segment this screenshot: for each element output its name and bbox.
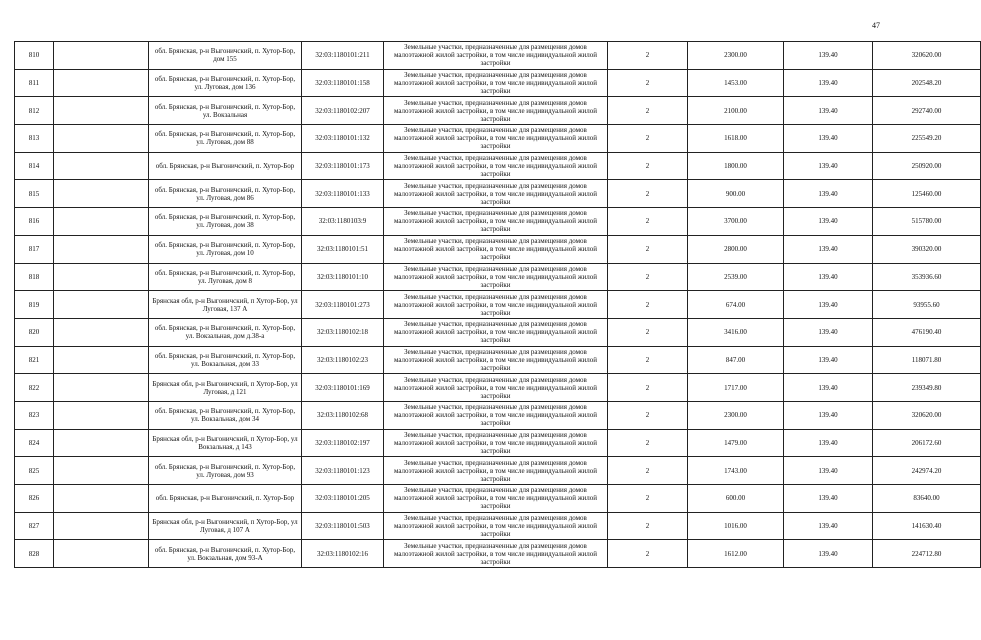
address-cell: обл. Брянская, р-н Выгоничский, п. Хутор-Бор, ул. Вокзальная, дом д.38-а bbox=[149, 318, 302, 346]
table-row bbox=[15, 485, 981, 513]
cadastral-value-cell: 224712.80 bbox=[873, 540, 981, 568]
rate-cell: 139.40 bbox=[784, 180, 873, 208]
rate-cell: 139.40 bbox=[784, 152, 873, 180]
table-row bbox=[15, 291, 981, 319]
land-category-cell: Земельные участки, предназначенные для размещения домов малоэтажной жилой застройки, в том числе индивидуальной жилой застройки bbox=[384, 180, 608, 208]
category-code-cell: 2 bbox=[608, 346, 688, 374]
row-number: 826 bbox=[15, 485, 54, 513]
land-category-cell: Земельные участки, предназначенные для размещения домов малоэтажной жилой застройки, в том числе индивидуальной жилой застройки bbox=[384, 401, 608, 429]
category-code-cell: 2 bbox=[608, 318, 688, 346]
rate-cell: 139.40 bbox=[784, 457, 873, 485]
cadastral-value-cell: 476190.40 bbox=[873, 318, 981, 346]
rate-cell: 139.40 bbox=[784, 69, 873, 97]
address-cell: обл. Брянская, р-н Выгоничский, п. Хутор-Бор, ул. Луговая, дом 10 bbox=[149, 235, 302, 263]
rate-cell: 139.40 bbox=[784, 263, 873, 291]
area-cell: 1479.00 bbox=[688, 429, 784, 457]
rate-cell: 139.40 bbox=[784, 540, 873, 568]
registry-rows bbox=[15, 42, 981, 568]
cadastral-number-cell: 32:03:1180101:211 bbox=[302, 42, 384, 70]
rate-cell: 139.40 bbox=[784, 125, 873, 153]
rate-cell: 139.40 bbox=[784, 429, 873, 457]
rate-cell: 139.40 bbox=[784, 346, 873, 374]
blank-cell bbox=[54, 263, 149, 291]
rate-cell: 139.40 bbox=[784, 291, 873, 319]
cadastral-value-cell: 250920.00 bbox=[873, 152, 981, 180]
table-row bbox=[15, 263, 981, 291]
category-code-cell: 2 bbox=[608, 485, 688, 513]
cadastral-number-cell: 32:03:1180102:68 bbox=[302, 401, 384, 429]
address-cell: Брянская обл, р-н Выгоничский, п Хутор-Бор, ул Луговая, д 121 bbox=[149, 374, 302, 402]
table-row bbox=[15, 401, 981, 429]
category-code-cell: 2 bbox=[608, 180, 688, 208]
blank-cell bbox=[54, 291, 149, 319]
cadastral-value-cell: 141630.40 bbox=[873, 512, 981, 540]
area-cell: 2300.00 bbox=[688, 401, 784, 429]
address-cell: обл. Брянская, р-н Выгоничский, п. Хутор-Бор, ул. Вокзальная, дом 93-А bbox=[149, 540, 302, 568]
table-row bbox=[15, 374, 981, 402]
row-number: 818 bbox=[15, 263, 54, 291]
address-cell: Брянская обл, р-н Выгоничский, п Хутор-Бор, ул Луговая, 137 А bbox=[149, 291, 302, 319]
area-cell: 1612.00 bbox=[688, 540, 784, 568]
area-cell: 2300.00 bbox=[688, 42, 784, 70]
land-category-cell: Земельные участки, предназначенные для размещения домов малоэтажной жилой застройки, в том числе индивидуальной жилой застройки bbox=[384, 457, 608, 485]
land-category-cell: Земельные участки, предназначенные для размещения домов малоэтажной жилой застройки, в том числе индивидуальной жилой застройки bbox=[384, 263, 608, 291]
cadastral-number-cell: 32:03:1180101:158 bbox=[302, 69, 384, 97]
land-category-cell: Земельные участки, предназначенные для размещения домов малоэтажной жилой застройки, в том числе индивидуальной жилой застройки bbox=[384, 42, 608, 70]
cadastral-value-cell: 515780.00 bbox=[873, 208, 981, 236]
blank-cell bbox=[54, 540, 149, 568]
row-number: 819 bbox=[15, 291, 54, 319]
cadastral-value-cell: 292740.00 bbox=[873, 97, 981, 125]
area-cell: 1453.00 bbox=[688, 69, 784, 97]
table-row bbox=[15, 457, 981, 485]
cadastral-value-cell: 206172.60 bbox=[873, 429, 981, 457]
cadastral-number-cell: 32:03:1180101:51 bbox=[302, 235, 384, 263]
row-number: 812 bbox=[15, 97, 54, 125]
area-cell: 1717.00 bbox=[688, 374, 784, 402]
blank-cell bbox=[54, 374, 149, 402]
land-category-cell: Земельные участки, предназначенные для размещения домов малоэтажной жилой застройки, в том числе индивидуальной жилой застройки bbox=[384, 374, 608, 402]
blank-cell bbox=[54, 97, 149, 125]
cadastral-value-cell: 225549.20 bbox=[873, 125, 981, 153]
land-category-cell: Земельные участки, предназначенные для размещения домов малоэтажной жилой застройки, в том числе индивидуальной жилой застройки bbox=[384, 152, 608, 180]
rate-cell: 139.40 bbox=[784, 42, 873, 70]
table-row bbox=[15, 429, 981, 457]
cadastral-number-cell: 32:03:1180101:205 bbox=[302, 485, 384, 513]
blank-cell bbox=[54, 512, 149, 540]
cadastral-value-cell: 93955.60 bbox=[873, 291, 981, 319]
cadastral-number-cell: 32:03:1180102:23 bbox=[302, 346, 384, 374]
cadastral-number-cell: 32:03:1180101:132 bbox=[302, 125, 384, 153]
rate-cell: 139.40 bbox=[784, 235, 873, 263]
cadastral-value-cell: 202548.20 bbox=[873, 69, 981, 97]
cadastral-value-cell: 320620.00 bbox=[873, 401, 981, 429]
cadastral-number-cell: 32:03:1180101:133 bbox=[302, 180, 384, 208]
category-code-cell: 2 bbox=[608, 152, 688, 180]
blank-cell bbox=[54, 346, 149, 374]
area-cell: 600.00 bbox=[688, 485, 784, 513]
area-cell: 1743.00 bbox=[688, 457, 784, 485]
row-number: 813 bbox=[15, 125, 54, 153]
row-number: 817 bbox=[15, 235, 54, 263]
category-code-cell: 2 bbox=[608, 208, 688, 236]
rate-cell: 139.40 bbox=[784, 208, 873, 236]
category-code-cell: 2 bbox=[608, 457, 688, 485]
address-cell: обл. Брянская, р-н Выгоничский, п. Хутор-Бор bbox=[149, 152, 302, 180]
area-cell: 2100.00 bbox=[688, 97, 784, 125]
registry-table bbox=[14, 41, 981, 568]
category-code-cell: 2 bbox=[608, 374, 688, 402]
rate-cell: 139.40 bbox=[784, 512, 873, 540]
land-category-cell: Земельные участки, предназначенные для размещения домов малоэтажной жилой застройки, в том числе индивидуальной жилой застройки bbox=[384, 512, 608, 540]
cadastral-number-cell: 32:03:1180102:18 bbox=[302, 318, 384, 346]
blank-cell bbox=[54, 152, 149, 180]
blank-cell bbox=[54, 69, 149, 97]
cadastral-value-cell: 242974.20 bbox=[873, 457, 981, 485]
cadastral-number-cell: 32:03:1180102:16 bbox=[302, 540, 384, 568]
row-number: 828 bbox=[15, 540, 54, 568]
table-row bbox=[15, 540, 981, 568]
land-category-cell: Земельные участки, предназначенные для размещения домов малоэтажной жилой застройки, в том числе индивидуальной жилой застройки bbox=[384, 97, 608, 125]
blank-cell bbox=[54, 125, 149, 153]
cadastral-value-cell: 390320.00 bbox=[873, 235, 981, 263]
land-category-cell: Земельные участки, предназначенные для размещения домов малоэтажной жилой застройки, в том числе индивидуальной жилой застройки bbox=[384, 346, 608, 374]
blank-cell bbox=[54, 318, 149, 346]
table-row bbox=[15, 69, 981, 97]
blank-cell bbox=[54, 401, 149, 429]
blank-cell bbox=[54, 485, 149, 513]
land-category-cell: Земельные участки, предназначенные для размещения домов малоэтажной жилой застройки, в том числе индивидуальной жилой застройки bbox=[384, 540, 608, 568]
address-cell: обл. Брянская, р-н Выгоничский, п. Хутор-Бор, ул. Вокзальная, дом 33 bbox=[149, 346, 302, 374]
category-code-cell: 2 bbox=[608, 512, 688, 540]
cadastral-number-cell: 32:03:1180101:169 bbox=[302, 374, 384, 402]
cadastral-value-cell: 83640.00 bbox=[873, 485, 981, 513]
cadastral-number-cell: 32:03:1180101:503 bbox=[302, 512, 384, 540]
row-number: 811 bbox=[15, 69, 54, 97]
cadastral-value-cell: 320620.00 bbox=[873, 42, 981, 70]
cadastral-number-cell: 32:03:1180102:207 bbox=[302, 97, 384, 125]
land-category-cell: Земельные участки, предназначенные для размещения домов малоэтажной жилой застройки, в том числе индивидуальной жилой застройки bbox=[384, 235, 608, 263]
cadastral-value-cell: 353936.60 bbox=[873, 263, 981, 291]
land-category-cell: Земельные участки, предназначенные для размещения домов малоэтажной жилой застройки, в том числе индивидуальной жилой застройки bbox=[384, 485, 608, 513]
cadastral-number-cell: 32:03:1180102:197 bbox=[302, 429, 384, 457]
cadastral-value-cell: 118071.80 bbox=[873, 346, 981, 374]
land-category-cell: Земельные участки, предназначенные для размещения домов малоэтажной жилой застройки, в том числе индивидуальной жилой застройки bbox=[384, 125, 608, 153]
address-cell: Брянская обл, р-н Выгоничский, п Хутор-Бор, ул Луговая, д 107 А bbox=[149, 512, 302, 540]
rate-cell: 139.40 bbox=[784, 401, 873, 429]
category-code-cell: 2 bbox=[608, 401, 688, 429]
area-cell: 1618.00 bbox=[688, 125, 784, 153]
land-category-cell: Земельные участки, предназначенные для размещения домов малоэтажной жилой застройки, в том числе индивидуальной жилой застройки bbox=[384, 69, 608, 97]
area-cell: 1800.00 bbox=[688, 152, 784, 180]
blank-cell bbox=[54, 42, 149, 70]
row-number: 820 bbox=[15, 318, 54, 346]
category-code-cell: 2 bbox=[608, 97, 688, 125]
blank-cell bbox=[54, 235, 149, 263]
table-row bbox=[15, 180, 981, 208]
cadastral-number-cell: 32:03:1180101:273 bbox=[302, 291, 384, 319]
category-code-cell: 2 bbox=[608, 291, 688, 319]
blank-cell bbox=[54, 457, 149, 485]
category-code-cell: 2 bbox=[608, 235, 688, 263]
cadastral-number-cell: 32:03:1180103:9 bbox=[302, 208, 384, 236]
address-cell: обл. Брянская, р-н Выгоничский, п. Хутор-Бор, ул. Луговая, дом 88 bbox=[149, 125, 302, 153]
address-cell: обл. Брянская, р-н Выгоничский, п. Хутор-Бор, дом 155 bbox=[149, 42, 302, 70]
row-number: 823 bbox=[15, 401, 54, 429]
address-cell: обл. Брянская, р-н Выгоничский, п. Хутор-Бор, ул. Луговая, дом 136 bbox=[149, 69, 302, 97]
address-cell: обл. Брянская, р-н Выгоничский, п. Хутор-Бор, ул. Луговая, дом 8 bbox=[149, 263, 302, 291]
rate-cell: 139.40 bbox=[784, 485, 873, 513]
area-cell: 3416.00 bbox=[688, 318, 784, 346]
row-number: 816 bbox=[15, 208, 54, 236]
table-row bbox=[15, 152, 981, 180]
address-cell: обл. Брянская, р-н Выгоничский, п. Хутор-Бор, ул. Вокзальная bbox=[149, 97, 302, 125]
area-cell: 847.00 bbox=[688, 346, 784, 374]
cadastral-number-cell: 32:03:1180101:173 bbox=[302, 152, 384, 180]
area-cell: 3700.00 bbox=[688, 208, 784, 236]
category-code-cell: 2 bbox=[608, 540, 688, 568]
address-cell: обл. Брянская, р-н Выгоничский, п. Хутор-Бор bbox=[149, 485, 302, 513]
row-number: 827 bbox=[15, 512, 54, 540]
cadastral-value-cell: 125460.00 bbox=[873, 180, 981, 208]
table-row bbox=[15, 208, 981, 236]
area-cell: 1016.00 bbox=[688, 512, 784, 540]
address-cell: обл. Брянская, р-н Выгоничский, п. Хутор-Бор, ул. Вокзальная, дом 34 bbox=[149, 401, 302, 429]
table-row bbox=[15, 125, 981, 153]
row-number: 810 bbox=[15, 42, 54, 70]
land-category-cell: Земельные участки, предназначенные для размещения домов малоэтажной жилой застройки, в том числе индивидуальной жилой застройки bbox=[384, 429, 608, 457]
row-number: 824 bbox=[15, 429, 54, 457]
rate-cell: 139.40 bbox=[784, 97, 873, 125]
land-category-cell: Земельные участки, предназначенные для размещения домов малоэтажной жилой застройки, в том числе индивидуальной жилой застройки bbox=[384, 291, 608, 319]
category-code-cell: 2 bbox=[608, 125, 688, 153]
rate-cell: 139.40 bbox=[784, 318, 873, 346]
table-row bbox=[15, 42, 981, 70]
table-row bbox=[15, 318, 981, 346]
cadastral-number-cell: 32:03:1180101:10 bbox=[302, 263, 384, 291]
blank-cell bbox=[54, 208, 149, 236]
land-category-cell: Земельные участки, предназначенные для размещения домов малоэтажной жилой застройки, в том числе индивидуальной жилой застройки bbox=[384, 318, 608, 346]
area-cell: 2539.00 bbox=[688, 263, 784, 291]
row-number: 821 bbox=[15, 346, 54, 374]
cadastral-number-cell: 32:03:1180101:123 bbox=[302, 457, 384, 485]
row-number: 814 bbox=[15, 152, 54, 180]
land-category-cell: Земельные участки, предназначенные для размещения домов малоэтажной жилой застройки, в том числе индивидуальной жилой застройки bbox=[384, 208, 608, 236]
address-cell: обл. Брянская, р-н Выгоничский, п. Хутор-Бор, ул. Луговая, дом 38 bbox=[149, 208, 302, 236]
blank-cell bbox=[54, 429, 149, 457]
row-number: 822 bbox=[15, 374, 54, 402]
row-number: 825 bbox=[15, 457, 54, 485]
category-code-cell: 2 bbox=[608, 429, 688, 457]
table-row bbox=[15, 512, 981, 540]
category-code-cell: 2 bbox=[608, 69, 688, 97]
row-number: 815 bbox=[15, 180, 54, 208]
rate-cell: 139.40 bbox=[784, 374, 873, 402]
address-cell: обл. Брянская, р-н Выгоничский, п. Хутор-Бор, ул. Луговая, дом 86 bbox=[149, 180, 302, 208]
area-cell: 900.00 bbox=[688, 180, 784, 208]
table-row bbox=[15, 346, 981, 374]
category-code-cell: 2 bbox=[608, 42, 688, 70]
cadastral-value-cell: 239349.80 bbox=[873, 374, 981, 402]
address-cell: обл. Брянская, р-н Выгоничский, п. Хутор-Бор, ул. Луговая, дом 93 bbox=[149, 457, 302, 485]
table-row bbox=[15, 235, 981, 263]
area-cell: 2800.00 bbox=[688, 235, 784, 263]
category-code-cell: 2 bbox=[608, 263, 688, 291]
blank-cell bbox=[54, 180, 149, 208]
area-cell: 674.00 bbox=[688, 291, 784, 319]
table-row bbox=[15, 97, 981, 125]
page-number: 47 bbox=[872, 21, 880, 30]
address-cell: Брянская обл, р-н Выгоничский, п Хутор-Бор, ул Вокзальная, д 143 bbox=[149, 429, 302, 457]
